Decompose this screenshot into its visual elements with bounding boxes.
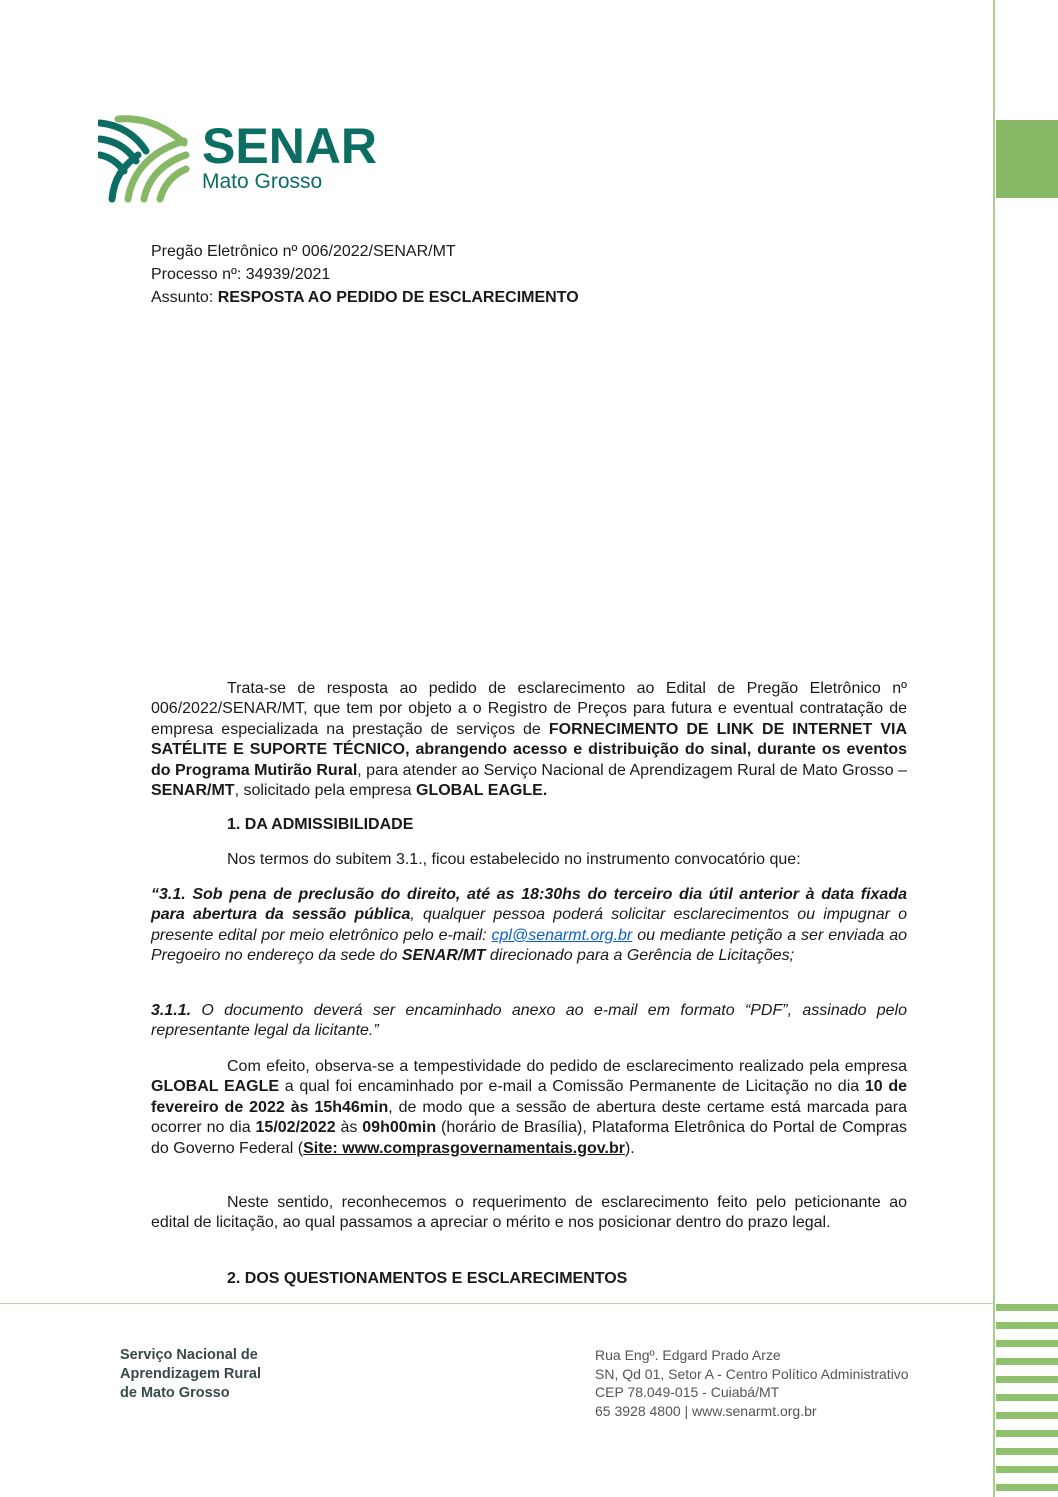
section-title-questionamentos: 2. DOS QUESTIONAMENTOS E ESCLARECIMENTOS <box>227 1270 628 1287</box>
intro-paragraph: Trata-se de resposta ao pedido de esclarecimento ao Edital de Pregão Eletrônico nº 006/2022/SENAR/MT, que tem por objeto a o Registro de Preços para futura e eventual contratação de empresa especializada na prestação de serviços de FORNECIMENTO DE LINK DE INTERNET VIA SATÉLITE E SUPORTE TÉCNICO, abrangendo acesso e distribuição do sinal, durante os eventos do Programa Mutirão Rural, para atender ao Serviço Nacional de Aprendizagem Rural de Mato Grosso – SENAR/MT, solicitado pela empresa GLOBAL EAGLE. <box>151 680 908 800</box>
pregao-number: Pregão Eletrônico nº 006/2022/SENAR/MT <box>151 243 456 260</box>
subject-value: RESPOSTA AO PEDIDO DE ESCLARECIMENTO <box>217 289 579 306</box>
admissibilidade-paragraph: Nos termos do subitem 3.1., ficou estabelecido no instrumento convocatório que: <box>227 851 801 868</box>
side-border-line <box>993 0 995 1497</box>
sentido-paragraph: Neste sentido, reconhecemos o requerimento de esclarecimento feito pelo peticionante ao edital de licitação, ao qual passamos a apreciar o mérito e nos posicionar dentro do prazo legal. <box>151 1194 907 1232</box>
footer-divider <box>0 1303 994 1304</box>
quote-subitem-3-1-1: 3.1.1. O documento deverá ser encaminhado anexo ao e-mail em formato “PDF”, assinado pelo representante legal da licitante.” <box>151 1002 907 1040</box>
subject-label: Assunto: <box>151 289 218 306</box>
tempestividade-paragraph: Com efeito, observa-se a tempestividade do pedido de esclarecimento realizado pela empresa GLOBAL EAGLE a qual foi encaminhado por e-mail a Comissão Permanente de Licitação no dia 10 de fevereiro de 2022 às 15h46min, de modo que a sessão de abertura deste certame está marcada para ocorrer no dia 15/02/2022 às 09h00min (horário de Brasília), Plataforma Eletrônica do Portal de Compras do Governo Federal (Site: www.comprasgovernamentais.gov.br). <box>151 1058 908 1157</box>
logo-subtitle: Mato Grosso <box>202 170 323 193</box>
section-title-admissibilidade: 1. DA ADMISSIBILIDADE <box>227 816 414 833</box>
process-number: Processo nº: 34939/2021 <box>151 266 331 283</box>
site-link[interactable]: Site: www.comprasgovernamentais.gov.br <box>303 1139 625 1157</box>
logo-title: SENAR <box>202 118 378 174</box>
senar-logo-icon <box>98 115 190 203</box>
subject-line <box>151 288 579 308</box>
quote-subitem-3-1: “3.1. Sob pena de preclusão do direito, até as 18:30hs do terceiro dia útil anterior à data fixada para abertura da sessão pública, qualquer pessoa poderá solicitar esclarecimentos ou impugnar o presente edital por meio eletrônico pelo e-mail: cpl@senarmt.org.br ou mediante petição a ser enviada ao Pregoeiro no endereço da sede do SENAR/MT direcionado para a Gerência de Licitações; <box>151 886 907 965</box>
email-link[interactable]: cpl@senarmt.org.br <box>491 926 633 944</box>
footer-address: Rua Engº. Edgard Prado Arze SN, Qd 01, Setor A - Centro Político Administrativo CEP 78.049-015 - Cuiabá/MT 65 3928 4800 | www.senarmt.org.br <box>595 1347 909 1419</box>
side-accent-block <box>996 120 1058 198</box>
footer-organization: Serviço Nacional de Aprendizagem Rural de Mato Grosso <box>120 1347 261 1401</box>
